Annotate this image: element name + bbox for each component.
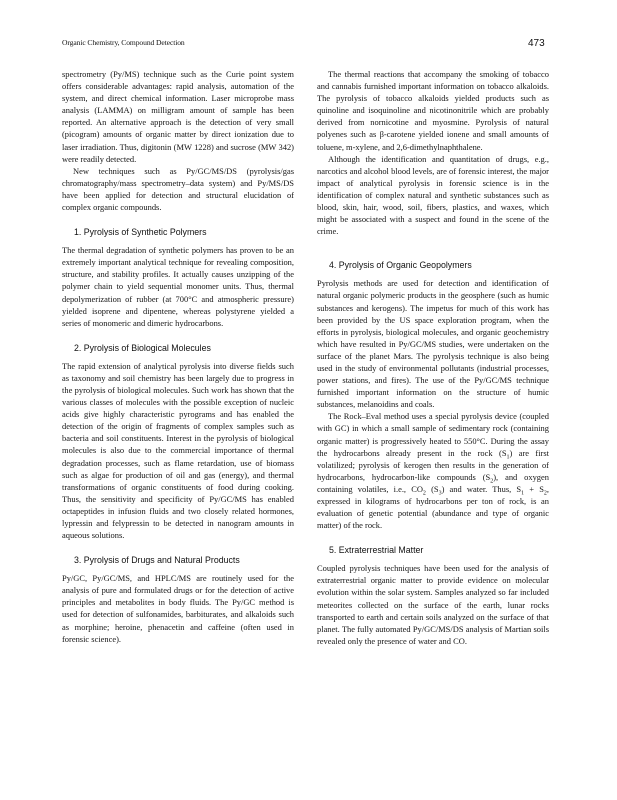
- subscript: 2: [543, 490, 547, 497]
- paragraph: New techniques such as Py/GC/MS/DS (pyrolysis/gas chromatography/mass spectrometry–data system) and Py/MS/DS have been applied for detection and structural elucidation of complex organic compounds.: [62, 165, 294, 213]
- subscript: 2: [422, 490, 426, 497]
- subscript: 1: [521, 490, 525, 497]
- text-run: The Rock–Eval method uses a special pyrolysis device (coupled with GC) in which a small sample of sedimentary rock (containing organic matter) is progressively heated to 550°C. During the assay the hydrocarbons already present in the rock (S: [317, 411, 549, 458]
- section-heading-biological-molecules: 2. Pyrolysis of Biological Molecules: [74, 342, 211, 353]
- section-heading-synthetic-polymers: 1. Pyrolysis of Synthetic Polymers: [74, 227, 207, 238]
- paragraph: Py/GC, Py/GC/MS, and HPLC/MS are routinely used for the analysis of pure and formulated drugs or for the detection of active principles and metabolites in body fluids. The Py/GC method is used for detection of sulfonamides, barbiturates, and alkaloids such as morphine; heroine, phenacetin and caffeine (often used in forensic science).: [62, 573, 294, 644]
- text-run: ), and oxygen containing volatiles, i.e., CO: [317, 471, 549, 494]
- section-heading-extraterrestrial-matter: 5. Extraterrestrial Matter: [329, 545, 424, 556]
- subscript: 3: [438, 490, 442, 497]
- text-run: , expressed in kilograms of hydrocarbons per ton of rock, is an evaluation of genetic potential (abundance and type of organic matter) of the rock.: [317, 483, 549, 531]
- paragraph: Coupled pyrolysis techniques have been used for the analysis of extraterrestrial organic matter to provide evidence on molecular evolution within the solar system. Samples analyzed so far included meteorites collected on the surface of the earth, lunar rocks transported to earth and certain soils analyzed on the surface of that planet. The fully automated Py/GC/MS/DS analysis of Martian soils revealed only the presence of water and CO.: [317, 563, 549, 646]
- paragraph: The thermal degradation of synthetic polymers has proven to be an extremely important analytical technique for revealing composition, structure, and stability profiles. It actually causes unzipping of the polymer chain to yield sequential monomer units. Thus, thermal depolymerization of rubber (at 700°C and atmospheric pressure) yielded isoprene and dipentene, whereas polystyrene yielded a series of monomeric and dimeric hydrocarbons.: [62, 245, 294, 328]
- subscript: 1: [506, 454, 510, 461]
- paragraph: Although the identification and quantitation of drugs, e.g., narcotics and alcohol blood levels, are of forensic interest, the major impact of analytical pyrolysis in forensic science is in the identification of complex natural and synthetic substances such as blood, skin, hair, wood, soil, fibers, plastics, and waxes, which might be associated with a suspect and found in the scene of the crime.: [317, 153, 549, 237]
- paragraph-rock-eval: [317, 410, 549, 531]
- text-run: ) are first volatilized; pyrolysis of kerogen then results in the generation of hydrocarbons, hydrocarbon-like compounds (S: [317, 447, 549, 482]
- left-column: [62, 68, 294, 645]
- paragraph: Pyrolysis methods are used for detection and identification of natural organic polymeric products in the geosphere (such as humic substances and kerogens). The impetus for much of this work has been provided by the US space exploration program, when the efforts in pyrolysis, biological molecules, and organic geochemistry which have resulted in Py/GC/MS studies, were undertaken on the surface of the planet Mars. The pyrolysis technique is also being used in the study of environmental pollutants (industrial processes, power stations, and fires). The use of the Py/GC/MS technique furnished important information on the structure of humic substances, melanoidins and coals.: [317, 278, 549, 410]
- text-run: ) and water. Thus, S: [441, 483, 522, 494]
- paragraph: The thermal reactions that accompany the smoking of tobacco and cannabis furnished important information on tobacco alkaloids. The pyrolysis of tobacco alkaloids yielded products such as quinoline and isoquinoline and nicotinonitrile which are probably derived from nornicotine and myosmine. Pyrolysis of natural polyenes such as β-carotene yielded ionene and small amounts of toluene, m-xylene, and 2,6-dimethylnaphthalene.: [317, 69, 549, 152]
- page-number: 473: [528, 38, 545, 49]
- section-heading-organic-geopolymers: 4. Pyrolysis of Organic Geopolymers: [329, 260, 472, 271]
- subscript: 2: [490, 478, 494, 485]
- right-column: [317, 68, 549, 647]
- running-head: Organic Chemistry, Compound Detection: [62, 38, 185, 47]
- paragraph: spectrometry (Py/MS) technique such as the Curie point system offers considerable advantages: rapid analysis, automation of the system, and direct chemical information. Laser microprobe mass analysis (LAMMA) on milligram amount of sample has been reported. An alternative approach is the detection of very small (picogram) amounts of organic matter by direct ionization due to laser irradiation. Thus, digitonin (MW 1228) and sucrose (MW 342) were readily detected.: [62, 69, 294, 164]
- text-run: + S: [524, 483, 544, 494]
- text-run: (S: [425, 483, 439, 494]
- section-heading-drugs-natural-products: 3. Pyrolysis of Drugs and Natural Products: [74, 555, 240, 566]
- paragraph: The rapid extension of analytical pyrolysis into diverse fields such as taxonomy and soil chemistry has been largely due to progress in the pyrolysis of biological molecules. Such work has shown that the various classes of molecules with the possible exception of nucleic acids give highly characteristic pyrograms and has enabled the detection of the origin of fragments of complex samples such as bacteria and soil constituents. Interest in the pyrolysis of biological molecules is also due to the commercial importance of thermal degradation processes, such as flame retardation, use of biomass such as algae for production of oil and gas (energy), and thermal transformations of organic constituents of food during cooking. Thus, the sensitivity and specificity of Py/GC/MS has enabled octapeptides in infusion fluids and two closely related hormones, lypressin and felypressin to be detected in nanogram amounts in aqueous solutions.: [62, 360, 294, 541]
